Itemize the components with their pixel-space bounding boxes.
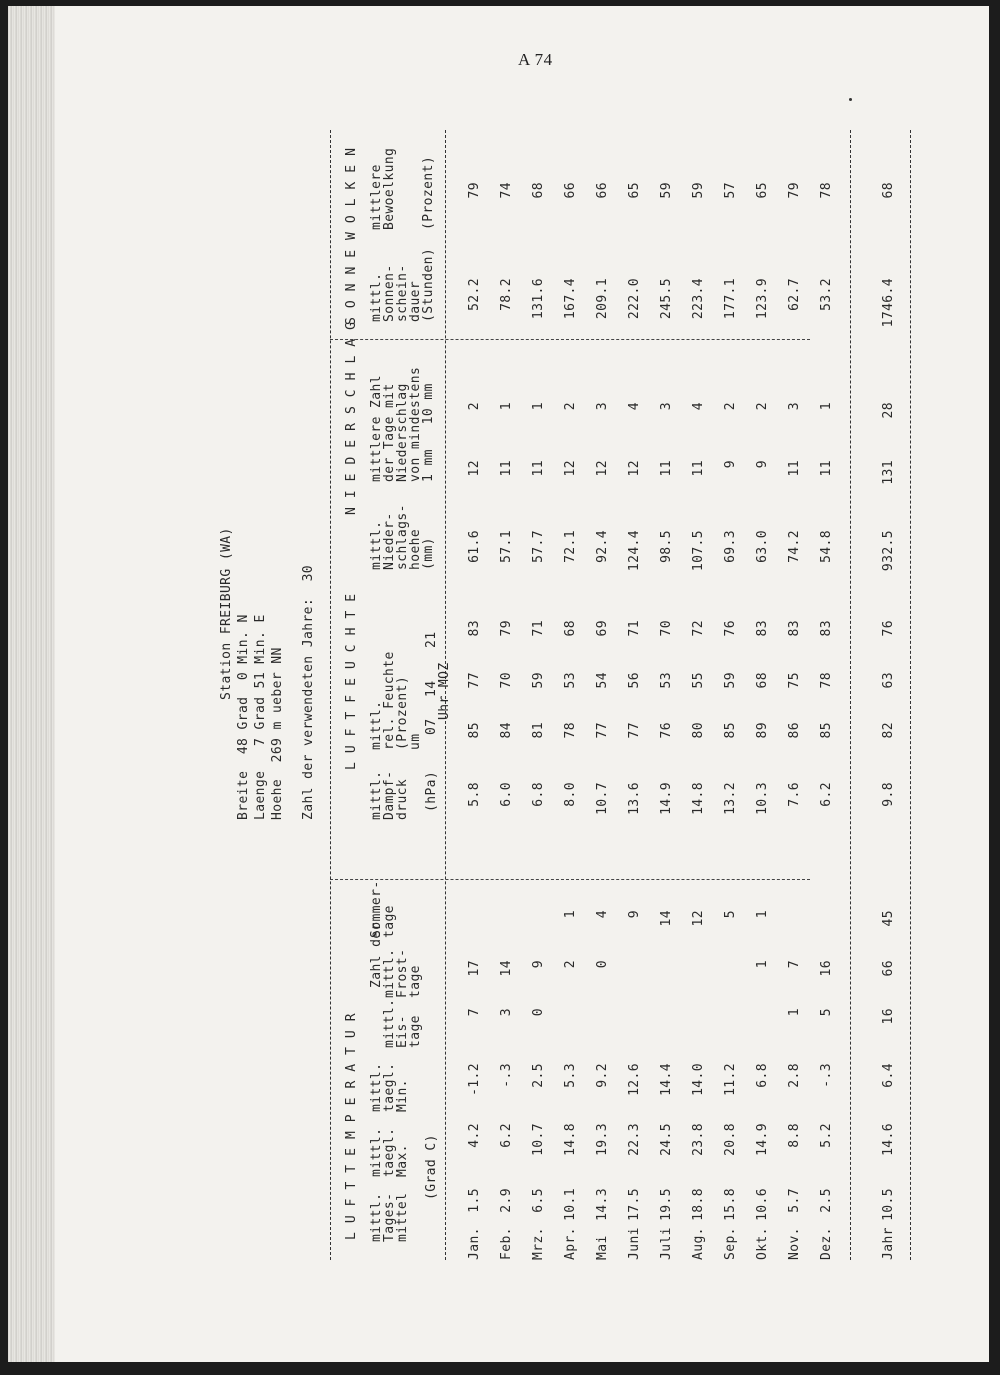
cell-tn: -1.2 (467, 1063, 482, 1096)
cell-so: 1746.4 (881, 278, 896, 328)
cell-wo: 59 (691, 182, 706, 199)
cell-dp: 10.7 (595, 782, 610, 815)
cell-n1: 131 (881, 460, 896, 485)
cell-nh: 72.1 (563, 530, 578, 563)
cell-tn: 6.8 (755, 1063, 770, 1088)
cell-r14: 59 (723, 672, 738, 689)
cell-so: 131.6 (531, 278, 546, 320)
month-label: Juli (659, 1227, 674, 1260)
month-label: Feb. (499, 1227, 514, 1260)
cell-nh: 124.4 (627, 530, 642, 572)
header-eistage: mittl. (382, 998, 397, 1048)
cell-wo: 65 (755, 182, 770, 199)
cell-r14: 59 (531, 672, 546, 689)
cell-eis: 16 (881, 1008, 896, 1025)
cell-wo: 66 (595, 182, 610, 199)
cell-tm: 14.3 (595, 1188, 610, 1221)
cell-r07: 78 (563, 722, 578, 739)
header-min: taegl. (382, 1062, 397, 1112)
cell-dp: 9.8 (881, 782, 896, 807)
cell-som: 45 (881, 910, 896, 927)
cell-n1: 11 (787, 460, 802, 477)
cell-nh: 63.0 (755, 530, 770, 563)
cell-n10: 2 (723, 402, 738, 411)
header-max: mittl. (369, 1127, 384, 1177)
cell-so: 209.1 (595, 278, 610, 320)
header-tagesmittel: mittl. (369, 1192, 384, 1242)
month-label: Aug. (691, 1227, 706, 1260)
cell-so: 223.4 (691, 278, 706, 320)
cell-eis: 3 (499, 1008, 514, 1017)
cell-wo: 57 (723, 182, 738, 199)
header-max: taegl. (382, 1127, 397, 1177)
header-niederschlagstage: mittlere Zahl (369, 375, 384, 482)
cell-r07: 80 (691, 722, 706, 739)
cell-dp: 10.3 (755, 782, 770, 815)
header-niederschlagshoehe: mittl. (369, 520, 384, 570)
climate-table (170, 120, 896, 1260)
cell-tx: 22.3 (627, 1123, 642, 1156)
cell-r07: 84 (499, 722, 514, 739)
cell-n10: 4 (627, 402, 642, 411)
cell-r07: 77 (595, 722, 610, 739)
cell-r14: 53 (659, 672, 674, 689)
cell-som: 14 (659, 910, 674, 927)
month-label: Okt. (755, 1227, 770, 1260)
header-hour-07: 07 (424, 718, 439, 735)
cell-dp: 6.8 (531, 782, 546, 807)
cell-tx: 14.6 (881, 1123, 896, 1156)
cell-tx: 20.8 (723, 1123, 738, 1156)
cell-n10: 1 (819, 402, 834, 411)
cell-tx: 5.2 (819, 1123, 834, 1148)
cell-som: 1 (563, 910, 578, 919)
cell-r21: 71 (627, 620, 642, 637)
dashed-rule-year (850, 130, 851, 1260)
cell-nh: 98.5 (659, 530, 674, 563)
cell-nh: 54.8 (819, 530, 834, 563)
cell-wo: 79 (787, 182, 802, 199)
header-min: mittl. (369, 1062, 384, 1112)
cell-r21: 76 (881, 620, 896, 637)
header-grad-c: (Grad C) (424, 1134, 439, 1200)
header-frosttage: tage (408, 965, 423, 998)
cell-r07: 76 (659, 722, 674, 739)
cell-wo: 66 (563, 182, 578, 199)
dashed-rule-bottom (910, 130, 911, 1260)
cell-wo: 78 (819, 182, 834, 199)
page-edges (8, 6, 58, 1362)
cell-r07: 85 (467, 722, 482, 739)
cell-r21: 83 (467, 620, 482, 637)
cell-r21: 72 (691, 620, 706, 637)
header-dampfdruck: Dampf- (382, 770, 397, 820)
cell-r14: 77 (467, 672, 482, 689)
cell-n10: 4 (691, 402, 706, 411)
cell-tx: 4.2 (467, 1123, 482, 1148)
header-dampfdruck: mittl. (369, 770, 384, 820)
cell-n10: 1 (531, 402, 546, 411)
cell-r21: 83 (755, 620, 770, 637)
cell-tn: 5.3 (563, 1063, 578, 1088)
header-rel-feuchte: um (408, 733, 423, 750)
cell-r21: 79 (499, 620, 514, 637)
cell-nh: 69.3 (723, 530, 738, 563)
month-label: Apr. (563, 1227, 578, 1260)
cell-tn: 12.6 (627, 1063, 642, 1096)
cell-r21: 71 (531, 620, 546, 637)
cell-r07: 86 (787, 722, 802, 739)
cell-frost: 9 (531, 960, 546, 969)
month-label: Nov. (787, 1227, 802, 1260)
cell-tn: 2.5 (531, 1063, 546, 1088)
header-sonnenscheindauer: Sonnen- (382, 264, 397, 322)
cell-frost: 14 (499, 960, 514, 977)
cell-r07: 82 (881, 722, 896, 739)
group-wolken: WOLKEN (344, 139, 359, 240)
station-latitude: Breite 48 Grad 0 Min. N (236, 614, 251, 820)
cell-n10: 28 (881, 402, 896, 419)
cell-eis: 0 (531, 1008, 546, 1017)
cell-tm: 6.5 (531, 1188, 546, 1213)
header-niederschlagshoehe: hoehe (408, 528, 423, 570)
cell-r14: 75 (787, 672, 802, 689)
station-longitude: Laenge 7 Grad 51 Min. E (253, 614, 268, 820)
cell-wo: 79 (467, 182, 482, 199)
cell-tx: 6.2 (499, 1123, 514, 1148)
header-niederschlagstage: Niederschlag (395, 383, 410, 482)
cell-n10: 3 (787, 402, 802, 411)
month-label: Jan. (467, 1227, 482, 1260)
cell-r21: 70 (659, 620, 674, 637)
cell-tm: 10.1 (563, 1188, 578, 1221)
cell-n1: 12 (563, 460, 578, 477)
cell-tn: -.3 (499, 1063, 514, 1088)
dashed-rule-top (330, 130, 331, 1260)
cell-nh: 74.2 (787, 530, 802, 563)
header-frosttage: mittl. (382, 948, 397, 998)
cell-r07: 81 (531, 722, 546, 739)
header-niederschlagstage: der Tage mit (382, 383, 397, 482)
cell-tn: -.3 (819, 1063, 834, 1088)
cell-n1: 12 (627, 460, 642, 477)
header-bewoelkung: (Prozent) (421, 155, 436, 230)
header-tagesmittel: mittel (395, 1192, 410, 1242)
cell-dp: 7.6 (787, 782, 802, 807)
cell-tm: 1.5 (467, 1188, 482, 1213)
cell-tm: 10.6 (755, 1188, 770, 1221)
cell-som: 1 (755, 910, 770, 919)
cell-n1: 9 (723, 460, 738, 469)
cell-tm: 19.5 (659, 1188, 674, 1221)
cell-nh: 107.5 (691, 530, 706, 572)
cell-tn: 11.2 (723, 1063, 738, 1096)
cell-tn: 9.2 (595, 1063, 610, 1088)
cell-tm: 18.8 (691, 1188, 706, 1221)
month-label: Mai (595, 1235, 610, 1260)
cell-nh: 932.5 (881, 530, 896, 572)
cell-dp: 14.9 (659, 782, 674, 815)
group-luftfeuchte: LUFTFEUCHTE (344, 584, 359, 770)
header-niederschlagstage: 1 mm 10 mm (421, 383, 436, 482)
cell-n1: 9 (755, 460, 770, 469)
cell-som: 5 (723, 910, 738, 919)
header-sommertage: tage (382, 905, 397, 938)
page-number: A 74 (518, 50, 553, 69)
cell-wo: 59 (659, 182, 674, 199)
cell-frost: 7 (787, 960, 802, 969)
cell-tx: 14.8 (563, 1123, 578, 1156)
cell-som: 9 (627, 910, 642, 919)
cell-wo: 68 (531, 182, 546, 199)
cell-dp: 14.8 (691, 782, 706, 815)
cell-tx: 10.7 (531, 1123, 546, 1156)
cell-tx: 24.5 (659, 1123, 674, 1156)
cell-dp: 8.0 (563, 782, 578, 807)
cell-so: 123.9 (755, 278, 770, 320)
years-used: Zahl der verwendeten Jahre: 30 (301, 564, 316, 820)
header-min: Min. (395, 1079, 410, 1112)
header-sommertage: Sommer- (369, 880, 384, 938)
cell-dp: 6.0 (499, 782, 514, 807)
cell-n1: 11 (691, 460, 706, 477)
cell-dp: 13.2 (723, 782, 738, 815)
column-separator (330, 879, 810, 880)
header-niederschlagshoehe: schlags- (395, 504, 410, 570)
cell-r21: 69 (595, 620, 610, 637)
cell-r07: 85 (723, 722, 738, 739)
cell-n10: 3 (659, 402, 674, 411)
header-sonnenscheindauer: mittl. (369, 272, 384, 322)
cell-nh: 92.4 (595, 530, 610, 563)
cell-frost: 1 (755, 960, 770, 969)
header-eistage: Eis- (395, 1015, 410, 1048)
cell-so: 78.2 (499, 278, 514, 311)
cell-so: 177.1 (723, 278, 738, 320)
cell-n1: 11 (659, 460, 674, 477)
cell-r07: 85 (819, 722, 834, 739)
header-tagesmittel: Tages- (382, 1192, 397, 1242)
cell-tx: 14.9 (755, 1123, 770, 1156)
cell-n10: 2 (755, 402, 770, 411)
month-label: Dez. (819, 1227, 834, 1260)
cell-frost: 17 (467, 960, 482, 977)
cell-r14: 70 (499, 672, 514, 689)
cell-r21: 83 (819, 620, 834, 637)
cell-wo: 68 (881, 182, 896, 199)
cell-r14: 53 (563, 672, 578, 689)
group-sonne: SONNE (344, 240, 359, 325)
header-rel-feuchte: mittl. (369, 700, 384, 750)
group-lufttemperatur: LUFTTEMPERATUR (344, 1004, 359, 1240)
month-label: Sep. (723, 1227, 738, 1260)
cell-nh: 61.6 (467, 530, 482, 563)
cell-r14: 55 (691, 672, 706, 689)
cell-wo: 65 (627, 182, 642, 199)
cell-som: 4 (595, 910, 610, 919)
cell-so: 62.7 (787, 278, 802, 311)
cell-n10: 2 (563, 402, 578, 411)
ink-dot (849, 98, 852, 101)
cell-r14: 54 (595, 672, 610, 689)
header-sonnenscheindauer: dauer (408, 280, 423, 322)
cell-so: 245.5 (659, 278, 674, 320)
cell-frost: 0 (595, 960, 610, 969)
month-label: Mrz. (531, 1227, 546, 1260)
month-label: Jahr (881, 1227, 896, 1260)
cell-n1: 12 (595, 460, 610, 477)
header-rel-feuchte: (Prozent) (395, 675, 410, 750)
cell-eis: 5 (819, 1008, 834, 1017)
cell-r21: 76 (723, 620, 738, 637)
header-sonnenscheindauer: (Stunden) (421, 247, 436, 322)
header-niederschlagstage: von mindestens (408, 366, 423, 482)
cell-tm: 15.8 (723, 1188, 738, 1221)
cell-nh: 57.1 (499, 530, 514, 563)
cell-tm: 5.7 (787, 1188, 802, 1213)
header-max: Max. (395, 1144, 410, 1177)
cell-r14: 78 (819, 672, 834, 689)
header-hour-14: 14 (424, 680, 439, 697)
cell-n1: 11 (499, 460, 514, 477)
cell-r07: 89 (755, 722, 770, 739)
cell-tn: 6.4 (881, 1063, 896, 1088)
cell-r21: 83 (787, 620, 802, 637)
header-rel-feuchte: rel. Feuchte (382, 651, 397, 750)
cell-tn: 14.4 (659, 1063, 674, 1096)
cell-dp: 6.2 (819, 782, 834, 807)
header-bewoelkung: Bewoelkung (382, 147, 397, 230)
cell-n10: 2 (467, 402, 482, 411)
cell-tm: 10.5 (881, 1188, 896, 1221)
header-niederschlagshoehe: Nieder- (382, 512, 397, 570)
month-label: Juni (627, 1227, 642, 1260)
cell-r07: 77 (627, 722, 642, 739)
cell-frost: 2 (563, 960, 578, 969)
cell-so: 52.2 (467, 278, 482, 311)
group-niederschlag: NIEDERSCHLAG (344, 313, 359, 515)
header-hour-21: 21 (424, 631, 439, 648)
header-frosttage: Frost- (395, 948, 410, 998)
cell-tn: 2.8 (787, 1063, 802, 1088)
cell-frost: 16 (819, 960, 834, 977)
cell-r21: 68 (563, 620, 578, 637)
cell-n1: 12 (467, 460, 482, 477)
header-niederschlagshoehe: (mm) (421, 537, 436, 570)
cell-tx: 23.8 (691, 1123, 706, 1156)
cell-tm: 2.5 (819, 1188, 834, 1213)
cell-dp: 5.8 (467, 782, 482, 807)
cell-n10: 1 (499, 402, 514, 411)
station-altitude: Hoehe 269 m ueber NN (270, 647, 285, 820)
header-hpa: (hPa) (424, 770, 439, 812)
cell-so: 53.2 (819, 278, 834, 311)
cell-r14: 56 (627, 672, 642, 689)
cell-nh: 57.7 (531, 530, 546, 563)
cell-frost: 66 (881, 960, 896, 977)
header-bewoelkung: mittlere (369, 164, 384, 230)
header-sonnenscheindauer: schein- (395, 264, 410, 322)
cell-n1: 11 (819, 460, 834, 477)
header-uhr-moz: Uhr MOZ (437, 662, 452, 720)
cell-tn: 14.0 (691, 1063, 706, 1096)
station-title: Station FREIBURG (WA) (219, 527, 234, 700)
cell-so: 167.4 (563, 278, 578, 320)
cell-n1: 11 (531, 460, 546, 477)
cell-eis: 1 (787, 1008, 802, 1017)
header-zahl-der: Zahl der (369, 922, 384, 988)
cell-tm: 17.5 (627, 1188, 642, 1221)
cell-wo: 74 (499, 182, 514, 199)
cell-r14: 63 (881, 672, 896, 689)
cell-r14: 68 (755, 672, 770, 689)
cell-eis: 7 (467, 1008, 482, 1017)
cell-n10: 3 (595, 402, 610, 411)
cell-tm: 2.9 (499, 1188, 514, 1213)
cell-dp: 13.6 (627, 782, 642, 815)
header-eistage: tage (408, 1015, 423, 1048)
cell-tx: 8.8 (787, 1123, 802, 1148)
cell-tx: 19.3 (595, 1123, 610, 1156)
header-dampfdruck: druck (395, 778, 410, 820)
cell-som: 12 (691, 910, 706, 927)
cell-so: 222.0 (627, 278, 642, 320)
